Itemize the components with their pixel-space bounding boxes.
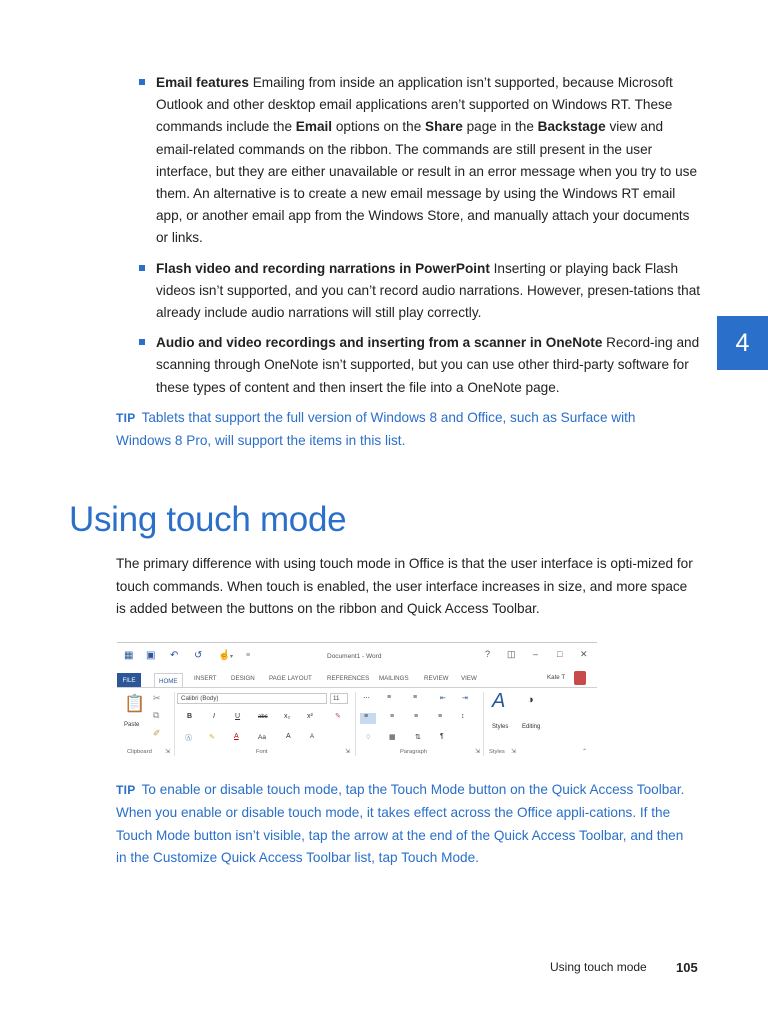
group-divider	[174, 692, 175, 756]
superscript-button[interactable]: x²	[307, 713, 313, 720]
help-icon[interactable]: ?	[485, 649, 491, 659]
bullet-list	[137, 72, 702, 407]
tab-insert[interactable]: INSERT	[194, 675, 217, 682]
customize-qat-icon[interactable]: ≡	[246, 652, 251, 659]
group-font: Font	[256, 749, 268, 755]
tab-mailings[interactable]: MAILINGS	[379, 675, 409, 682]
section-title: Using touch mode	[69, 500, 347, 539]
italic-button[interactable]: I	[213, 713, 215, 720]
undo-icon[interactable]: ↶	[170, 650, 179, 661]
paragraph-launcher-icon[interactable]: ⇲	[475, 749, 480, 755]
text-effects-icon[interactable]: Ⓐ	[185, 735, 192, 742]
tab-view[interactable]: VIEW	[461, 675, 477, 682]
clear-formatting-icon[interactable]: ✎	[335, 713, 341, 720]
redo-icon[interactable]: ↺	[194, 650, 203, 661]
tip-label: TIP	[116, 783, 136, 797]
bullet-text: options on the	[332, 119, 426, 135]
bullets-icon[interactable]: ⋯	[363, 695, 370, 702]
ribbon-tabs	[117, 673, 597, 687]
bullet-bold: Backstage	[537, 119, 606, 135]
close-icon[interactable]: ✕	[580, 649, 588, 659]
increase-indent-icon[interactable]: ⇥	[462, 695, 468, 702]
font-color-icon[interactable]: A	[234, 733, 239, 740]
justify-icon[interactable]: ≡	[438, 713, 443, 720]
word-logo-icon: ▦	[124, 650, 134, 661]
shading-icon[interactable]: ♢	[365, 734, 372, 741]
bullet-lead: Flash video and recording narrations in PowerPoint	[156, 260, 490, 276]
touch-mode-dropdown-icon[interactable]: ▾	[230, 654, 234, 660]
group-divider	[355, 692, 356, 756]
avatar[interactable]	[574, 671, 586, 685]
strikethrough-button[interactable]: abc	[258, 714, 268, 720]
bullet-text: Inserting or playing back Flash videos isn’t supported, and you can’t record audio narrations. However, presen-tations that already include audio narrations will still play correctly.	[156, 260, 701, 321]
collapse-ribbon-icon[interactable]: ⌃	[582, 749, 587, 755]
align-center-icon[interactable]: ≡	[390, 713, 395, 720]
clipboard-launcher-icon[interactable]: ⇲	[165, 749, 170, 755]
line-spacing-icon[interactable]: ↕	[461, 713, 465, 720]
underline-button[interactable]: U	[235, 713, 241, 720]
paste-label[interactable]: Paste	[124, 722, 140, 728]
align-left-icon[interactable]: ≡	[364, 713, 369, 720]
bullet-item	[137, 332, 702, 399]
find-icon[interactable]: ◑	[527, 694, 534, 706]
document-title: Document1 - Word	[327, 653, 382, 660]
tip-note	[116, 407, 676, 453]
copy-icon[interactable]: ⧉	[153, 710, 160, 720]
group-clipboard: Clipboard	[127, 749, 152, 755]
ribbon-display-icon[interactable]: ◫	[507, 649, 516, 659]
bullet-bold: Share	[425, 119, 463, 135]
sort-icon[interactable]: ⇅	[415, 734, 421, 741]
tab-file[interactable]: FILE	[117, 673, 141, 687]
styles-label[interactable]: Styles	[492, 724, 509, 730]
bullet-item	[137, 72, 702, 250]
change-case-button[interactable]: Aa	[258, 734, 266, 741]
bullet-text: Emailing from inside an application isn’t supported, because Microsoft Outlook and other desktop email applications aren’t supported on Windows RT. These commands include the	[156, 75, 673, 135]
intro-paragraph: The primary difference with using touch mode in Office is that the user interface is opti-mized for touch commands. When touch is enabled, the user interface increases in size, and more space is added between the buttons on the ribbon and Quick Access Toolbar.	[116, 556, 693, 617]
group-styles: Styles	[489, 749, 505, 755]
tab-design[interactable]: DESIGN	[231, 675, 255, 682]
editing-label[interactable]: Editing	[522, 724, 541, 730]
ribbon-home	[117, 687, 597, 760]
group-divider	[483, 692, 484, 756]
align-right-icon[interactable]: ≡	[414, 713, 419, 720]
paste-icon[interactable]: 📋	[124, 694, 146, 713]
touch-mode-icon[interactable]: ☝	[218, 650, 231, 661]
tip-text: To enable or disable touch mode, tap the Touch Mode button on the Quick Access Toolbar. When you enable or disable touch mode, it takes effect across the Office appli-cations. If the Touch Mode button isn’t visible, tap the arrow at the end of the Quick Access Toolbar, and then in the Customize Quick Access Toolbar list, tap Touch Mode.	[116, 782, 685, 866]
styles-launcher-icon[interactable]: ⇲	[511, 749, 516, 755]
tab-home[interactable]: HOME	[154, 673, 183, 688]
bullet-square-icon	[139, 339, 145, 345]
grow-font-button[interactable]: A	[286, 733, 291, 740]
tip-label: TIP	[116, 411, 136, 425]
bullet-item	[137, 258, 702, 325]
bold-button[interactable]: B	[187, 713, 193, 720]
styles-icon[interactable]: A	[492, 690, 506, 712]
highlight-icon[interactable]: ✎	[209, 734, 215, 741]
font-launcher-icon[interactable]: ⇲	[345, 749, 350, 755]
tab-references[interactable]: REFERENCES	[327, 675, 370, 682]
borders-icon[interactable]: ▦	[389, 734, 396, 741]
bullet-text: Record-ing and scanning through OneNote isn’t supported, but you can use other third-party software for these types of content and then insert the file into a OneNote page.	[156, 335, 700, 395]
page-number: 105	[676, 960, 698, 975]
bullet-text: view and email-related commands on the ribbon. The commands are still present in the user interface, but they are either unavailable or result in an error message when you try to use them. An alternative is to create a new email message by using the Windows RT email app, or another email app from the Windows Store, and manually attach your documents or links.	[156, 119, 698, 246]
account-name[interactable]: Kate T	[547, 674, 566, 681]
format-painter-icon[interactable]: ✐	[153, 728, 161, 738]
maximize-icon[interactable]: □	[557, 649, 563, 659]
font-size-box[interactable]: 11	[330, 693, 348, 704]
tip-note	[116, 779, 696, 870]
quick-access-toolbar	[117, 643, 597, 670]
bullet-square-icon	[139, 79, 145, 85]
decrease-indent-icon[interactable]: ⇤	[440, 695, 446, 702]
numbering-icon[interactable]: ≡	[387, 694, 392, 701]
tab-review[interactable]: REVIEW	[424, 675, 449, 682]
bullet-text: page in the	[462, 119, 538, 135]
multilevel-list-icon[interactable]: ≡	[413, 694, 418, 701]
bullet-square-icon	[139, 265, 145, 271]
chapter-tab: 4	[717, 316, 768, 370]
bullet-bold: Email	[295, 119, 333, 135]
font-name-box[interactable]: Calibri (Body)	[177, 693, 327, 704]
cut-icon[interactable]: ✂	[153, 693, 161, 703]
tip-text: Tablets that support the full version of Windows 8 and Office, such as Surface with Windows 8 Pro, will support the items in this list.	[116, 410, 636, 448]
minimize-icon[interactable]: –	[533, 649, 539, 659]
footer-section-title: Using touch mode	[550, 960, 647, 974]
bullet-lead: Email features	[156, 75, 249, 90]
shrink-font-button[interactable]: A	[310, 734, 315, 740]
word-ribbon-screenshot	[117, 642, 597, 759]
save-icon[interactable]: ▣	[146, 650, 156, 661]
show-marks-icon[interactable]: ¶	[440, 733, 444, 740]
subscript-button[interactable]: x₂	[284, 713, 291, 720]
group-paragraph: Paragraph	[400, 749, 428, 755]
bullet-lead: Audio and video recordings and inserting from a scanner in OneNote	[156, 335, 603, 351]
tab-page-layout[interactable]: PAGE LAYOUT	[269, 675, 312, 682]
